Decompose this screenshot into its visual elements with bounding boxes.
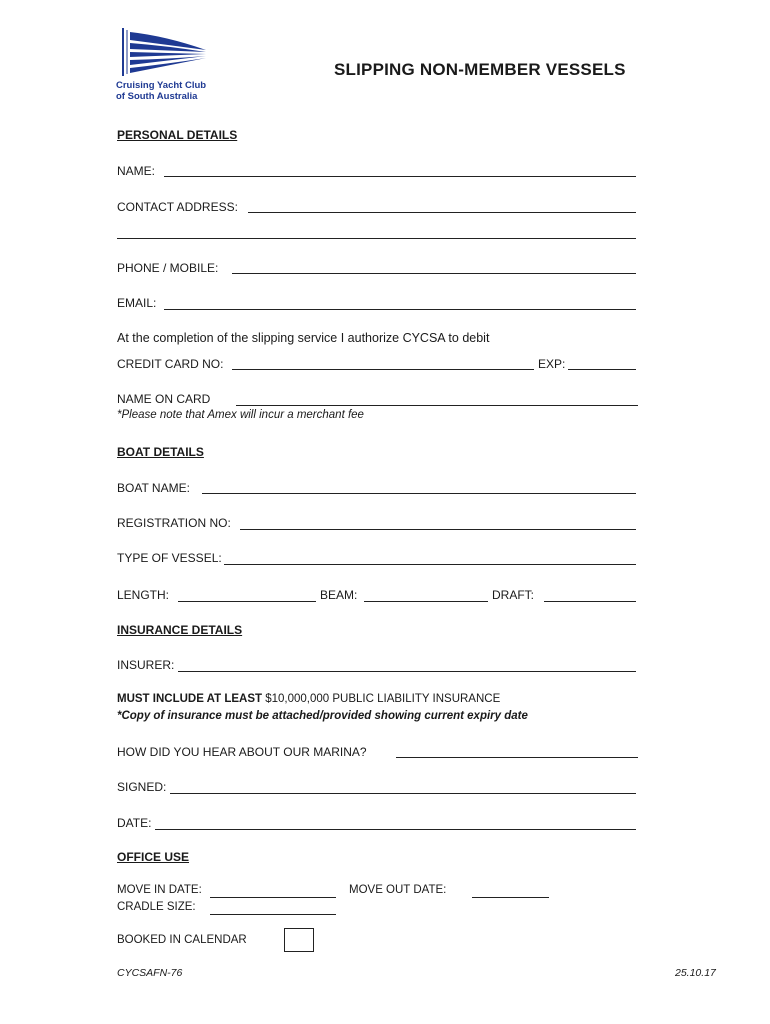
vessel-type-field[interactable] [224,564,636,565]
signature-field[interactable] [170,793,636,794]
name-on-card-label: NAME ON CARD [117,392,211,406]
insurance-requirement-bold: MUST INCLUDE AT LEAST [117,693,263,705]
section-personal-details: PERSONAL DETAILS [117,128,238,142]
boat-name-field[interactable] [202,493,636,494]
amex-note: *Please note that Amex will incur a merchant fee [117,409,364,421]
logo-text [116,80,226,102]
section-office-use: OFFICE USE [117,850,190,864]
section-insurance-details: INSURANCE DETAILS [117,623,243,637]
exp-label: EXP: [538,357,566,371]
insurance-copy-note: *Copy of insurance must be attached/provided showing current expiry date [117,710,528,722]
exp-field[interactable] [568,369,636,370]
move-in-label: MOVE IN DATE: [117,884,202,896]
booked-calendar-checkbox[interactable] [284,928,314,952]
flag-icon [116,26,226,80]
move-out-label: MOVE OUT DATE: [349,884,447,896]
form-code: CYCSAFN-76 [117,967,183,979]
move-in-field[interactable] [210,897,336,898]
club-logo [116,26,226,104]
name-field[interactable] [164,176,636,177]
length-label: LENGTH: [117,588,170,602]
page-title: SLIPPING NON-MEMBER VESSELS [334,60,626,79]
draft-label: DRAFT: [492,588,534,602]
name-label: NAME: [117,164,156,178]
revision-date: 25.10.17 [675,967,716,979]
insurance-requirement [117,693,500,705]
authorize-text: At the completion of the slipping service I authorize CYCSA to debit [117,331,490,345]
org-name-line1: Cruising Yacht Club [116,80,207,91]
insurer-label: INSURER: [117,658,175,672]
beam-field[interactable] [364,601,488,602]
phone-label: PHONE / MOBILE: [117,261,219,275]
credit-card-field[interactable] [232,369,534,370]
credit-card-label: CREDIT CARD NO: [117,357,224,371]
boat-name-label: BOAT NAME: [117,481,190,495]
booked-calendar-label: BOOKED IN CALENDAR [117,934,247,946]
date-label: DATE: [117,816,152,830]
cradle-size-label: CRADLE SIZE: [117,901,196,913]
email-field[interactable] [164,309,636,310]
name-on-card-field[interactable] [236,405,638,406]
move-out-field[interactable] [472,897,549,898]
draft-field[interactable] [544,601,636,602]
email-label: EMAIL: [117,296,157,310]
cradle-size-field[interactable] [210,914,336,915]
phone-field[interactable] [232,273,636,274]
hear-about-label: HOW DID YOU HEAR ABOUT OUR MARINA? [117,745,367,759]
insurer-field[interactable] [178,671,636,672]
contact-address-field-line2[interactable] [117,238,636,239]
contact-address-field[interactable] [248,212,636,213]
registration-field[interactable] [240,529,636,530]
hear-about-field[interactable] [396,757,638,758]
contact-address-label: CONTACT ADDRESS: [117,200,238,214]
insurance-requirement-amount: $10,000,000 PUBLIC LIABILITY INSURANCE [265,693,501,705]
vessel-type-label: TYPE OF VESSEL: [117,551,222,565]
beam-label: BEAM: [320,588,358,602]
length-field[interactable] [178,601,316,602]
signed-label: SIGNED: [117,780,167,794]
registration-label: REGISTRATION NO: [117,516,231,530]
org-name-line2: of South Australia [116,91,198,102]
date-field[interactable] [155,829,636,830]
section-boat-details: BOAT DETAILS [117,445,204,459]
